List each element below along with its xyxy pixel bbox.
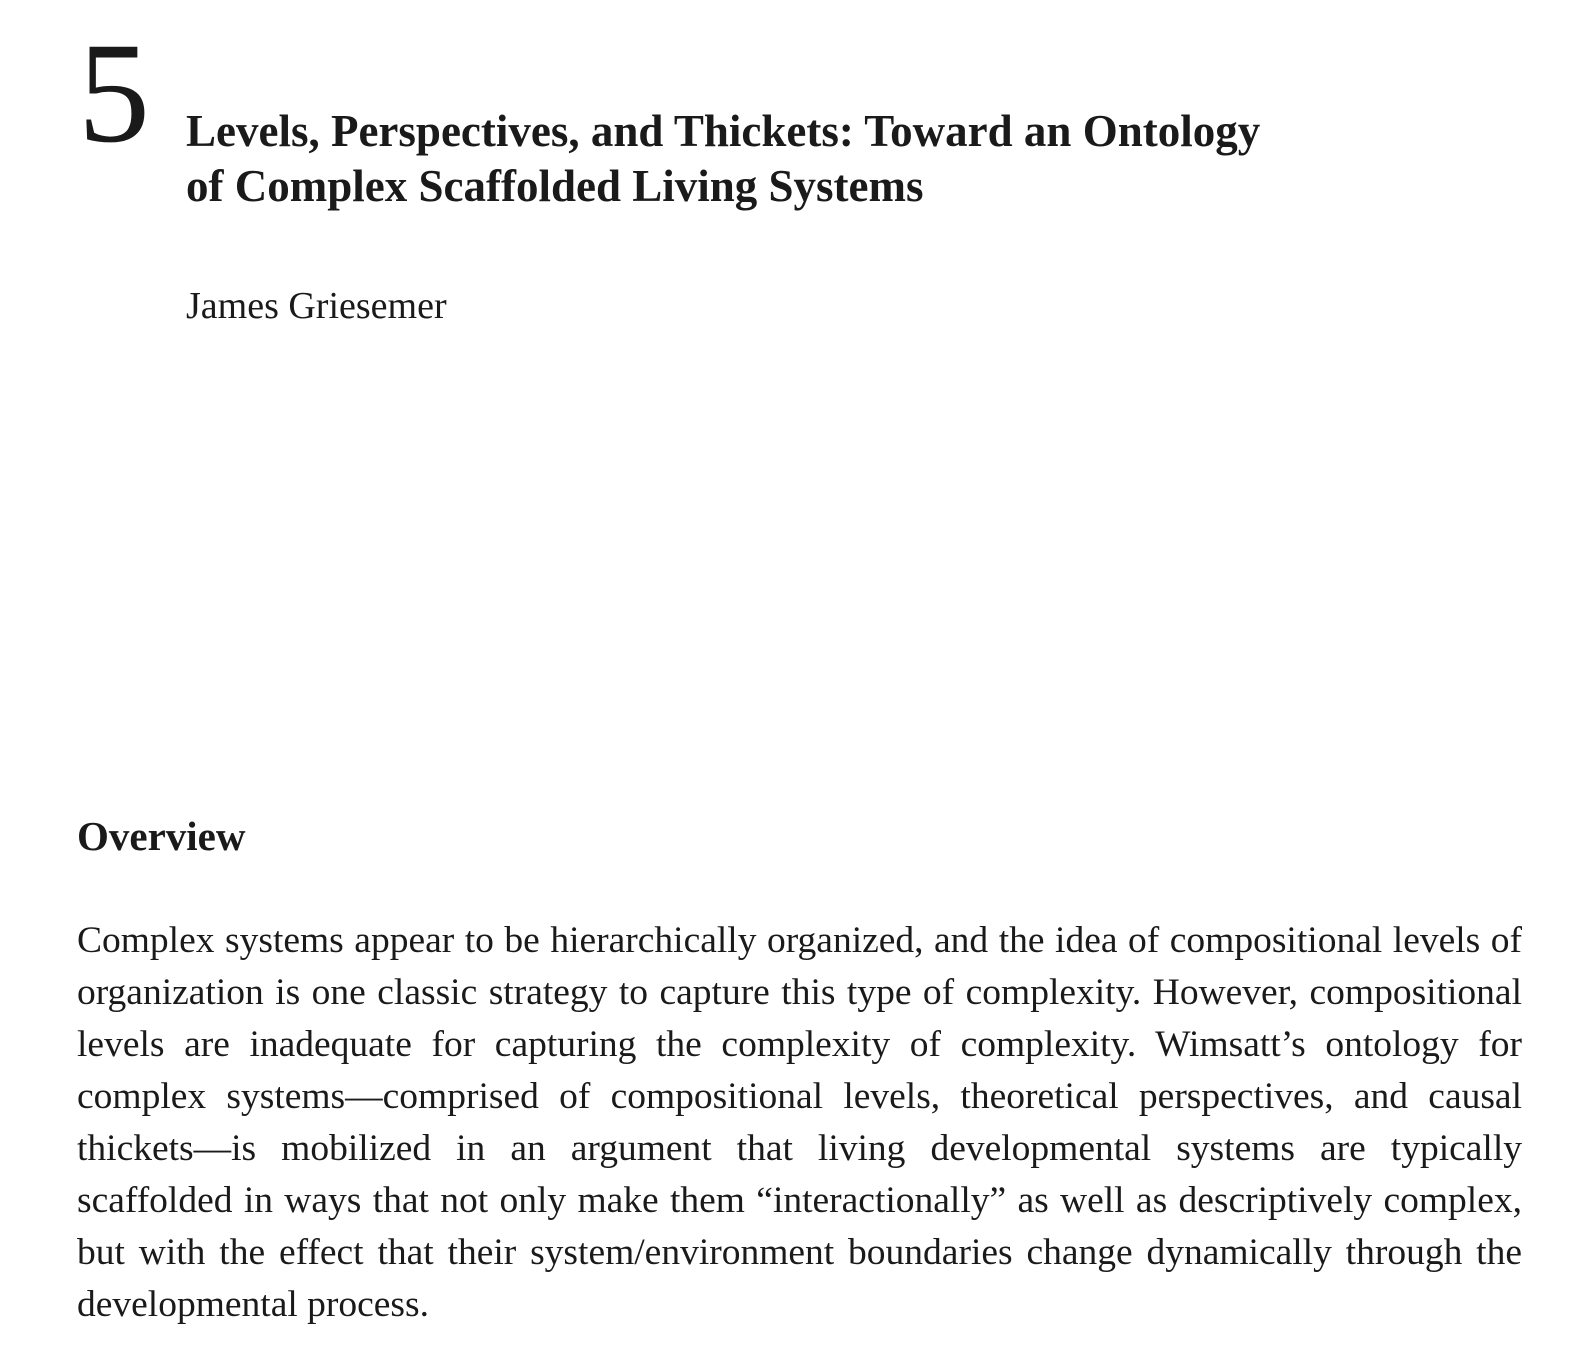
overview-paragraph: Complex systems appear to be hierarchically organized, and the idea of compositional levels of organization is one classic strategy to capture this type of complexity. However, compositional levels are inadequate for capturing the complexity of complexity. Wimsatt’s ontology for complex systems—comprised of compositional levels, theoretical perspectives, and causal thickets—is mobilized in an argument that living developmental systems are typically scaffolded in ways that not only make them “interactionally” as well as descriptively complex, but with the effect that their system/environment boundaries change dynamically through the developmental process.: [77, 920, 1522, 1325]
chapter-title: [186, 104, 1486, 214]
section-heading-overview: Overview: [77, 813, 246, 859]
chapter-title-line-1: Levels, Perspectives, and Thickets: Toward an Ontology: [186, 106, 1261, 156]
author-name: James Griesemer: [186, 285, 447, 327]
chapter-number: 5: [78, 14, 150, 173]
chapter-title-line-2: of Complex Scaffolded Living Systems: [186, 161, 924, 211]
